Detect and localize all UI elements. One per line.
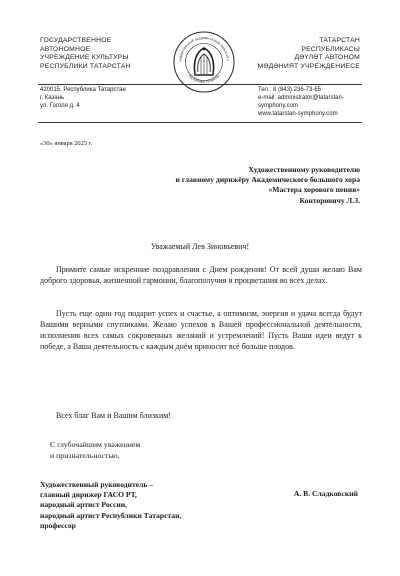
website-line: www.tatarstan-symphony.com [258, 111, 338, 117]
email-line: e-mail: administrator@tatarstan- [258, 95, 344, 101]
phone-line: Тел.: 8 (843) 236-73-65 [258, 87, 321, 93]
recipient-line: Конторовичу Л.З. [299, 195, 360, 205]
body-paragraph: Пусть еще один год подарит успех и счастье, а оптимизм, энергия и удача всегда будут Вашими верными спутниками. Желаю успехов в Вашей профессиональной деятельности, исполнения всех самых сокровенных желаний и устремлений! Пусть Ваши идеи ведут к победе, а Ваша деятельность с каждым днём приносит всё больше плодов. [40, 309, 362, 351]
closing-line: и признательностью, [50, 450, 120, 460]
org-line: ТАТАРСТАН [319, 37, 360, 44]
org-line: РЕСПУБЛИКИ ТАТАРСТАН [40, 62, 131, 70]
title-line: профессор [40, 520, 76, 530]
recipient-block [176, 165, 361, 206]
org-line: РЕСПУБЛИКАСЫ [301, 45, 360, 53]
recipient-line: «Мастера хорового пения» [268, 185, 360, 195]
signatory-title [40, 480, 181, 531]
title-line: главный дирижер ГАСО РТ, [40, 490, 137, 500]
salutation: Уважаемый Лев Зиновьевич! [150, 242, 250, 251]
contact-info [258, 86, 344, 118]
address-line: ул. Гоголя д. 4 [40, 103, 80, 109]
org-line: ГОСУДАРСТВЕННОЕ [40, 37, 112, 44]
title-line: Художественный руководитель – [40, 480, 154, 489]
title-line: народный артист России, [40, 500, 128, 510]
org-line: МӘДӘНИЯТ УЧРЕЖДЕНИЕСЕ [257, 62, 360, 70]
body-paragraph: Всех благ Вам и Вашим близким! [56, 411, 171, 420]
org-name-tatar [257, 37, 360, 71]
closing-line: С глубочайшим уважением [50, 440, 141, 449]
recipient-line: Художественному руководителю [248, 165, 360, 174]
signatory-name: А. В. Сладковский [293, 489, 358, 498]
recipient-line: и главному дирижёру Академического большого хора [175, 175, 360, 185]
header-divider [38, 84, 362, 85]
logo-caption-top: сударственный академический большой х [177, 35, 230, 62]
postal-address [40, 86, 126, 110]
email-line: symphony.com [258, 103, 298, 109]
org-line: АВТОНОМНОЕ [40, 45, 91, 53]
title-line: народный артист Республики Татарстан, [40, 510, 182, 520]
address-line: 420015, Республика Татарстан [40, 87, 126, 93]
closing-phrase [50, 440, 140, 461]
logo-caption-bottom: Республики Татарстан [187, 73, 221, 84]
org-line: ДӘҮЛӘТ АВТОНОМ [294, 54, 360, 62]
letter-date: «30» января 2025 г. [40, 140, 93, 147]
body-paragraph: Примите самые искренние поздравления с Днем рождения! От всей души желаю Вам доброго здоровья, жизненной гармонии, благополучия и процветания во всех делах. [40, 265, 362, 285]
org-name-russian [40, 37, 131, 71]
org-line: УЧРЕЖДЕНИЕ КУЛЬТУРЫ [40, 54, 129, 62]
address-line: г. Казань [40, 95, 65, 101]
address-divider [38, 122, 362, 123]
